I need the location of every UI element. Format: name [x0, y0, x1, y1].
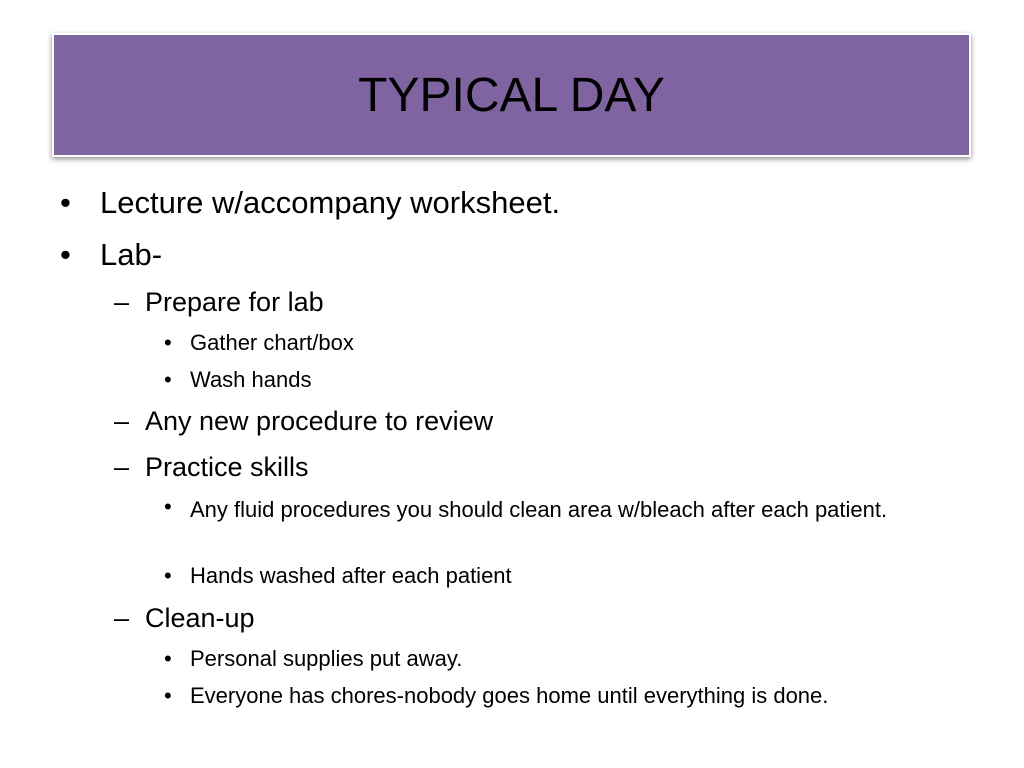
- list-item-text: Personal supplies put away.: [190, 646, 463, 671]
- list-item-text: Clean-up: [145, 603, 255, 633]
- list-item-text: Any new procedure to review: [145, 406, 494, 436]
- dash-icon: –: [114, 406, 130, 436]
- list-item-text: Any fluid procedures you should clean area w/bleach after each patient.: [190, 497, 888, 522]
- list-item-text: Gather chart/box: [190, 330, 354, 355]
- bullet-icon: •: [164, 330, 172, 355]
- bullet-icon: •: [164, 367, 172, 392]
- bullet-icon: •: [164, 683, 172, 708]
- bullet-icon: •: [60, 237, 71, 272]
- list-item-text: Hands washed after each patient: [190, 563, 512, 588]
- bullet-icon: •: [164, 494, 172, 519]
- dash-icon: –: [114, 603, 130, 633]
- list-item-text: Lab-: [100, 237, 163, 272]
- bullet-icon: •: [164, 563, 172, 588]
- list-item-text: Everyone has chores-nobody goes home until everything is done.: [190, 683, 829, 708]
- dash-icon: –: [114, 452, 130, 482]
- dash-icon: –: [114, 287, 130, 317]
- slide-title: TYPICAL DAY: [358, 68, 665, 122]
- list-item-text: Wash hands: [190, 367, 312, 392]
- bullet-icon: •: [60, 185, 71, 220]
- list-item-text: Lecture w/accompany worksheet.: [100, 185, 561, 220]
- bullet-icon: •: [164, 646, 172, 671]
- list-item-text: Practice skills: [145, 452, 309, 482]
- list-item-text: Prepare for lab: [145, 287, 324, 317]
